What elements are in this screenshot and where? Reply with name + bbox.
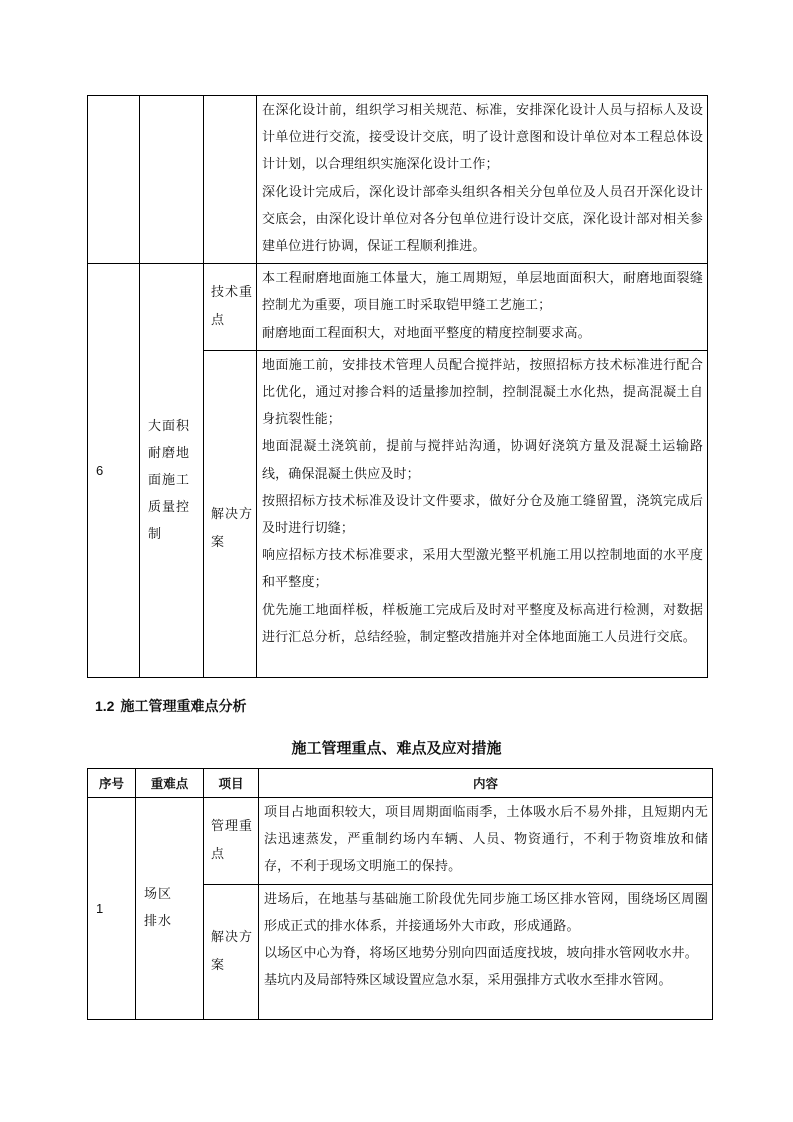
item-cell: 解决方案 [204,350,257,677]
content-cell [257,264,708,351]
content-cell [257,96,708,264]
header-content: 内容 [259,769,713,798]
content-cell [259,798,713,885]
header-item: 项目 [204,769,259,798]
content-paragraph: 以场区中心为脊，将场区地势分别向四面适度找坡，坡向排水管网收水井。 [264,946,698,962]
item-cell: 技术重点 [204,264,257,351]
item-cell [204,96,257,264]
table-row [88,96,708,264]
table-header-row [88,769,713,798]
content-cell [259,884,713,1019]
table-row [88,264,708,351]
key-point-cell [140,96,204,264]
content-paragraph: 基坑内及局部特殊区域设置应急水泵，采用强排方式收水至排水管网。 [264,973,672,989]
item-cell: 解决方案 [204,884,259,1019]
measures-table-continued [87,95,708,678]
number-cell: 1 [88,798,136,1020]
table-caption: 施工管理重点、难点及应对措施 [291,739,502,757]
item-cell: 管理重点 [204,798,259,885]
content-paragraph: 本工程耐磨地面施工体量大，施工周期短，单层地面面积大，耐磨地面裂缝控制尤为重要，项目施工时采取铠甲缝工艺施工； [262,271,703,314]
header-key-point: 重难点 [136,769,204,798]
section-number: 1.2 [95,698,115,714]
key-point-cell: 场区排水 [136,798,204,1020]
content-cell [257,350,708,677]
content-paragraph: 深化设计完成后，深化设计部牵头组织各相关分包单位及人员召开深化设计交底会，由深化设计单位对各分包单位进行设计交底，深化设计部对相关参建单位进行协调，保证工程顺利推进。 [262,184,703,255]
section-title: 施工管理重难点分析 [120,699,247,715]
management-measures-table [87,768,713,1020]
number-cell [88,96,140,264]
table-row [88,798,713,885]
content-paragraph: 项目占地面积较大，项目周期面临雨季，土体吸水后不易外排，且短期内无法迅速蒸发，严重制约场内车辆、人员、物资通行，不利于物资堆放和储存，不利于现场文明施工的保持。 [264,805,708,875]
content-paragraph: 地面混凝土浇筑前，提前与搅拌站沟通，协调好浇筑方量及混凝土运输路线，确保混凝土供应及时； [262,439,703,482]
content-paragraph: 进场后，在地基与基础施工阶段优先同步施工场区排水管网，围绕场区周圈形成正式的排水体系，并接通场外大市政，形成通路。 [264,891,708,934]
content-paragraph: 优先施工地面样板，样板施工完成后及时对平整度及标高进行检测，对数据进行汇总分析，总结经验，制定整改措施并对全体地面施工人员进行交底。 [262,602,703,645]
content-paragraph: 响应招标方技术标准要求，采用大型激光整平机施工用以控制地面的水平度和平整度； [262,548,703,591]
content-paragraph: 地面施工前，安排技术管理人员配合搅拌站，按照招标方技术标准进行配合比优化，通过对掺合料的适量掺加控制，控制混凝土水化热，提高混凝土自身抗裂性能； [262,357,703,428]
header-number: 序号 [88,769,136,798]
section-heading [95,696,246,716]
number-cell: 6 [88,264,140,678]
content-paragraph: 耐磨地面工程面积大，对地面平整度的精度控制要求高。 [262,325,591,341]
content-paragraph: 在深化设计前，组织学习相关规范、标准，安排深化设计人员与招标人及设计单位进行交流，接受设计交底，明了设计意图和设计单位对本工程总体设计计划，以合理组织实施深化设计工作； [262,103,703,173]
key-point-cell: 大面积耐磨地面施工质量控制 [140,264,204,678]
content-paragraph: 按照招标方技术标准及设计文件要求，做好分仓及施工缝留置，浇筑完成后及时进行切缝； [262,493,703,537]
